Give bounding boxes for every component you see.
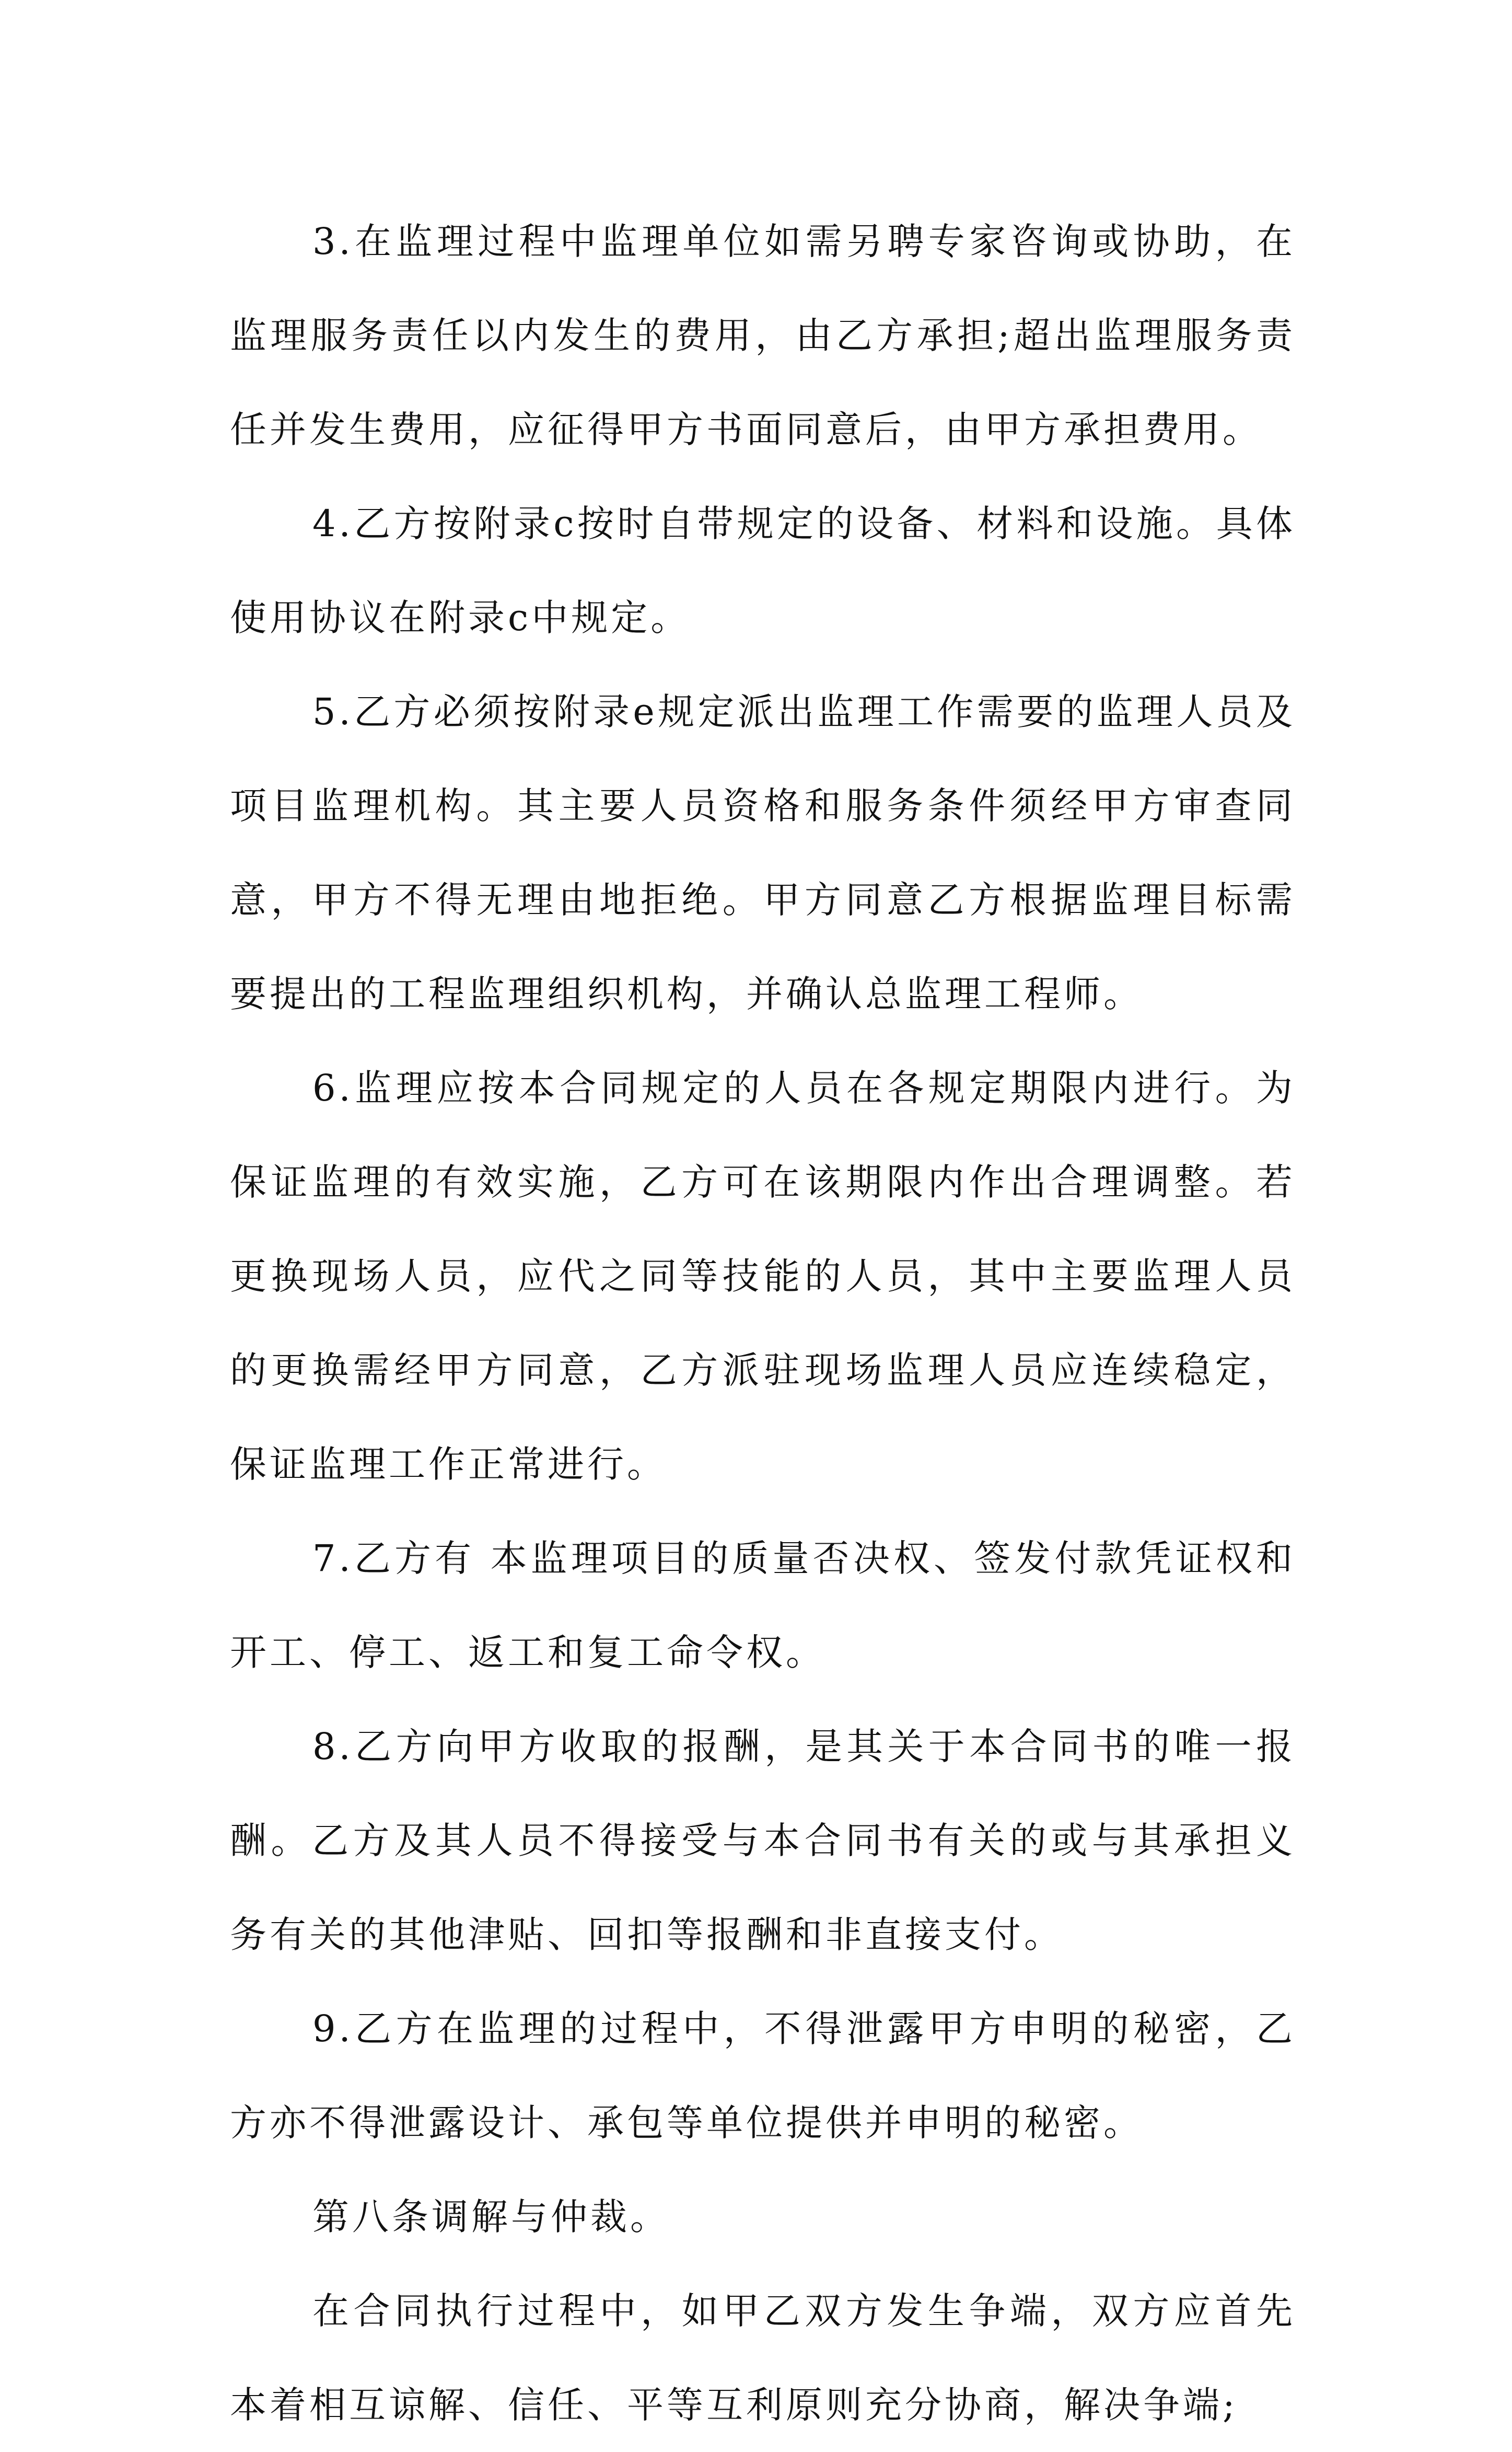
paragraph-clause-6: 6.监理应按本合同规定的人员在各规定期限内进行。为保证监理的有效实施，乙方可在该期限内作出合理调整。若更换现场人员，应代之同等技能的人员，其中主要监理人员的更换需经甲方同意，乙方派驻现场监理人员应连续稳定，保证监理工作正常进行。	[230, 1067, 1296, 1486]
paragraph-dispute-resolution: 在合同执行过程中，如甲乙双方发生争端，双方应首先本着相互谅解、信任、平等互利原则充分协商，解决争端;	[230, 2289, 1296, 2426]
article-8-heading: 第八条调解与仲裁。	[312, 2195, 670, 2238]
document-body	[230, 194, 1296, 2452]
paragraph-clause-9: 9.乙方在监理的过程中，不得泄露甲方申明的秘密，乙方亦不得泄露设计、承包等单位提供并申明的秘密。	[230, 2007, 1296, 2144]
paragraph-clause-8: 8.乙方向甲方收取的报酬，是其关于本合同书的唯一报酬。乙方及其人员不得接受与本合同书有关的或与其承担义务有关的其他津贴、回扣等报酬和非直接支付。	[230, 1725, 1296, 1956]
paragraph-clause-3: 3.在监理过程中监理单位如需另聘专家咨询或协助，在监理服务责任以内发生的费用，由乙方承担;超出监理服务责任并发生费用，应征得甲方书面同意后，由甲方承担费用。	[230, 220, 1296, 451]
paragraph-clause-5: 5.乙方必须按附录e规定派出监理工作需要的监理人员及项目监理机构。其主要人员资格和服务条件须经甲方审查同意，甲方不得无理由地拒绝。甲方同意乙方根据监理目标需要提出的工程监理组织机构，并确认总监理工程师。	[230, 690, 1296, 1015]
paragraph-clause-7: 7.乙方有 本监理项目的质量否决权、签发付款凭证权和开工、停工、返工和复工命令权。	[230, 1537, 1296, 1674]
paragraph-clause-4: 4.乙方按附录c按时自带规定的设备、材料和设施。具体使用协议在附录c中规定。	[230, 502, 1296, 639]
